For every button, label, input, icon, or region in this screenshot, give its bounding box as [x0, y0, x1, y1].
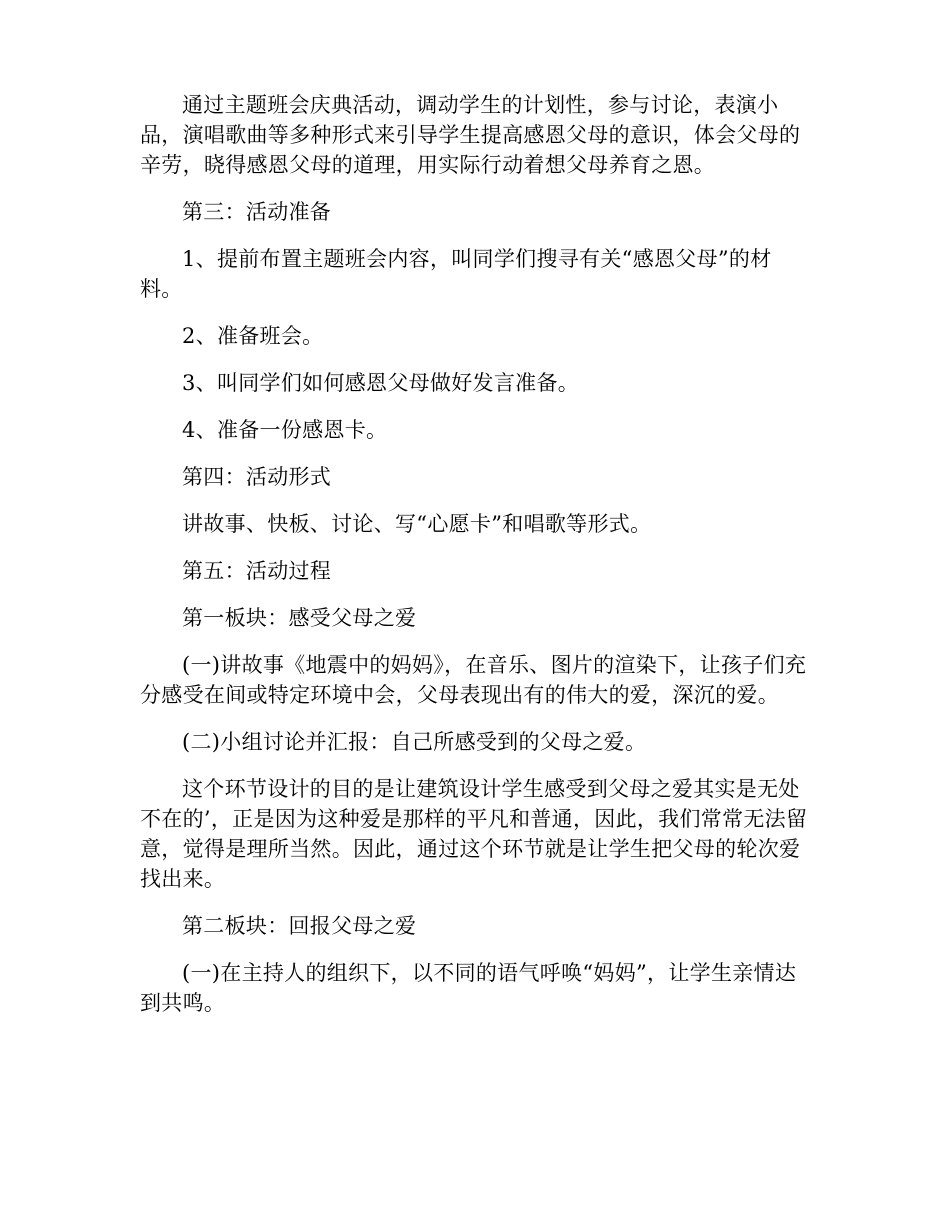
paragraph-call-mom: (一)在主持人的组织下，以不同的语气呼唤“妈妈”，让学生亲情达到共鸣。 — [140, 961, 797, 1015]
paragraph-intro: 通过主题班会庆典活动，调动学生的计划性，参与讨论，表演小品，演唱歌曲等多种形式来引导学生提高感恩父母的意识，体会父母的辛劳，晓得感恩父母的道理，用实际行动着想父母养育之恩。 — [140, 93, 801, 177]
section-heading-process: 第五：活动过程 — [182, 559, 332, 583]
list-item-prep-2: 2、准备班会。 — [182, 324, 324, 348]
paragraph-story: (一)讲故事《地震中的妈妈》，在音乐、图片的渲染下，让孩子们充分感受在间或特定环境中会，父母表现出有的伟大的爱，深沉的爱。 — [140, 653, 807, 707]
subsection-heading-repay-love: 第二板块：回报父母之爱 — [182, 914, 417, 938]
list-item-prep-3: 3、叫同学们如何感恩父母做好发言准备。 — [182, 371, 580, 395]
list-item-prep-4: 4、准备一份感恩卡。 — [182, 418, 388, 442]
paragraph-format: 讲故事、快板、讨论、写“心愿卡”和唱歌等形式。 — [182, 512, 652, 536]
paragraph-discussion: (二)小组讨论并汇报：自己所感受到的父母之爱。 — [182, 730, 647, 754]
section-heading-format: 第四：活动形式 — [182, 465, 332, 489]
paragraph-purpose: 这个环节设计的目的是让建筑设计学生感受到父母之爱其实是无处不在的’，正是因为这种爱是那样的平凡和普通，因此，我们常常无法留意，觉得是理所当然。因此，通过这个环节就是让学生把父母的轮次爱找出来。 — [140, 777, 808, 891]
list-item-prep-1: 1、提前布置主题班会内容，叫同学们搜寻有关“感恩父母”的材料。 — [140, 247, 772, 301]
section-heading-preparation: 第三：活动准备 — [182, 200, 332, 224]
subsection-heading-feel-love: 第一板块：感受父母之爱 — [182, 606, 417, 630]
